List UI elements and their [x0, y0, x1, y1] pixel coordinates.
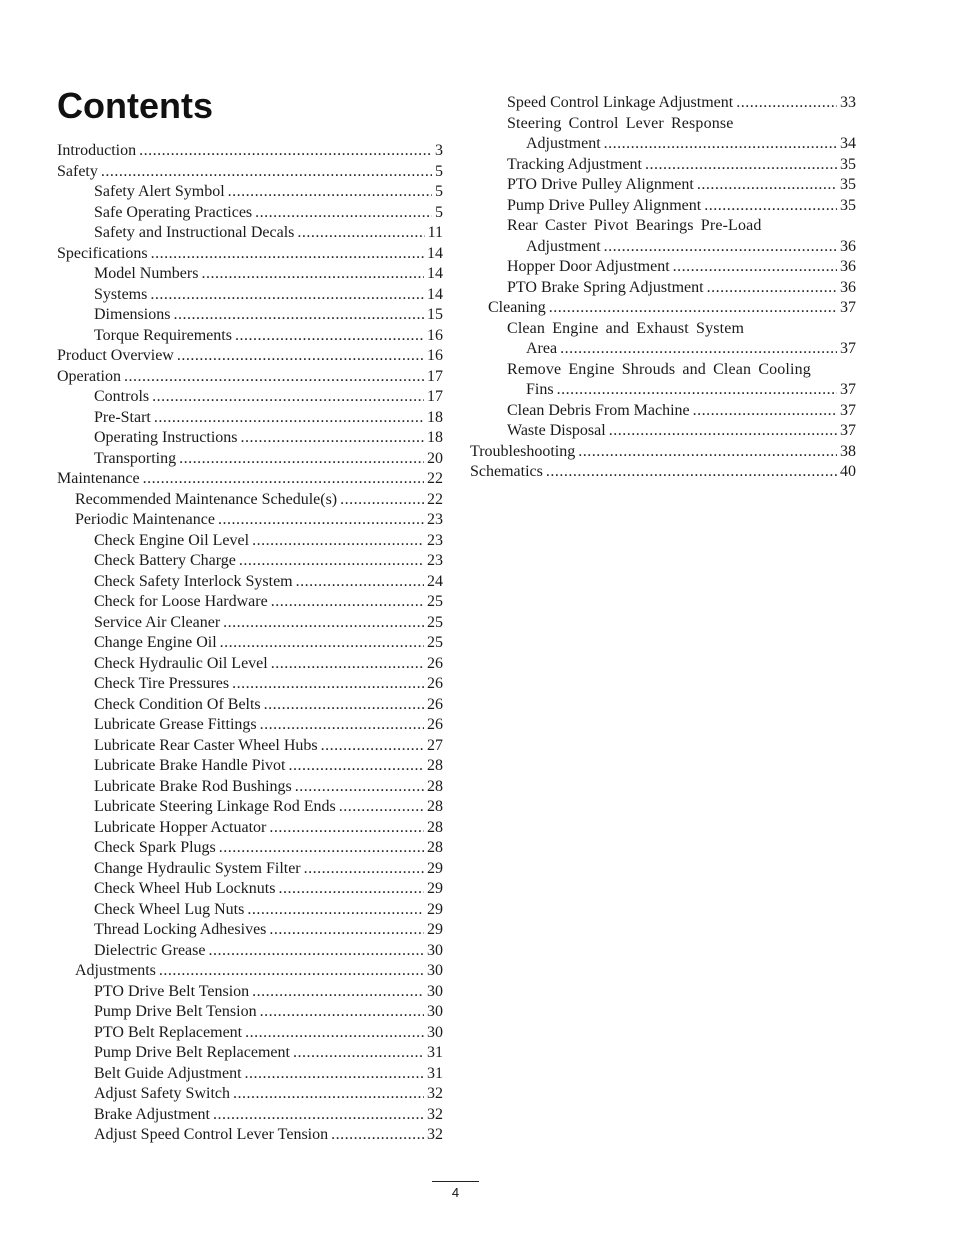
toc-entry[interactable] [57, 510, 443, 531]
toc-entry-page: 36 [840, 258, 856, 275]
toc-entry-page: 34 [840, 135, 856, 152]
toc-entry[interactable] [470, 237, 856, 258]
toc-entry[interactable] [57, 777, 443, 798]
dot-leader [296, 572, 424, 593]
toc-entry-page: 23 [427, 531, 443, 549]
toc-entry-label: Pump Drive Belt Tension [94, 1003, 257, 1020]
dot-leader [560, 339, 837, 360]
toc-entry[interactable] [470, 278, 856, 299]
toc-entry-page: 5 [435, 162, 443, 180]
dot-leader [295, 777, 424, 798]
toc-entry-page: 30 [427, 982, 443, 1000]
toc-entry-page: 30 [427, 941, 443, 959]
dot-leader [232, 674, 424, 695]
toc-entry[interactable] [57, 285, 443, 306]
toc-entry[interactable] [470, 380, 856, 401]
dot-leader [578, 442, 837, 463]
dot-leader [252, 531, 424, 552]
toc-entry-label: Torque Requirements [94, 326, 232, 344]
toc-entry-page: 30 [427, 962, 443, 979]
toc-entry-label: Safety [57, 162, 98, 180]
toc-entry-label: Systems [94, 285, 148, 303]
dot-leader [177, 346, 424, 367]
toc-entry-label: PTO Belt Replacement [94, 1023, 243, 1041]
toc-entry[interactable] [57, 551, 443, 572]
toc-entry-label: Clean Engine and Exhaust System [507, 319, 745, 337]
toc-entry[interactable] [57, 244, 443, 265]
toc-entry[interactable] [57, 141, 443, 162]
toc-entry-page: 22 [427, 490, 443, 508]
toc-entry[interactable] [470, 442, 856, 463]
toc-entry[interactable] [57, 469, 443, 490]
dot-leader [260, 715, 424, 736]
toc-entry-page: 25 [427, 634, 443, 651]
toc-entry-label: Check Hydraulic Oil Level [94, 654, 268, 672]
toc-entry-label: Lubricate Steering Linkage Rod Ends [94, 798, 336, 815]
toc-entry[interactable] [470, 257, 856, 278]
toc-entry[interactable] [57, 961, 443, 982]
dot-leader [179, 449, 424, 470]
toc-entry[interactable] [470, 155, 856, 176]
toc-entry-label: Check Engine Oil Level [94, 531, 250, 549]
dot-leader [150, 285, 424, 306]
toc-entry-page: 29 [427, 921, 443, 938]
toc-entry-label: Check Wheel Hub Locknuts [94, 880, 276, 897]
toc-entry-label: Brake Adjustment [94, 1105, 210, 1123]
toc-entry-label: Specifications [57, 244, 148, 262]
toc-entry-page: 37 [840, 381, 856, 398]
toc-entry-label: Check Condition Of Belts [94, 695, 261, 713]
toc-entry-label: Pre-Start [94, 408, 151, 426]
toc-entry-page: 18 [427, 408, 443, 426]
toc-entry-page: 29 [427, 859, 443, 877]
toc-entry-page: 16 [427, 326, 443, 344]
dot-leader [151, 244, 424, 265]
toc-entry[interactable] [57, 859, 443, 880]
toc-entry[interactable] [57, 326, 443, 347]
toc-entry-label: Speed Control Linkage Adjustment [507, 94, 734, 111]
toc-entry-page: 32 [427, 1126, 443, 1143]
toc-right-column [470, 93, 856, 483]
toc-entry-label: Safety Alert Symbol [94, 183, 225, 200]
toc-entry-label: Area [526, 340, 558, 357]
toc-entry[interactable] [57, 223, 443, 244]
dot-leader [154, 408, 424, 429]
toc-entry[interactable] [470, 93, 856, 114]
dot-leader [208, 941, 424, 962]
toc-entry-label: Service Air Cleaner [94, 613, 221, 631]
toc-entry[interactable] [57, 1043, 443, 1064]
dot-leader [736, 93, 837, 114]
toc-entry-page: 23 [427, 552, 443, 569]
dot-leader [269, 818, 424, 839]
dot-leader [213, 1105, 424, 1126]
dot-leader [159, 961, 424, 982]
dot-leader [223, 613, 424, 634]
toc-entry[interactable] [470, 216, 856, 237]
toc-entry-label: Belt Guide Adjustment [94, 1064, 242, 1082]
toc-entry[interactable] [57, 797, 443, 818]
toc-entry-label: Check Spark Plugs [94, 839, 216, 856]
toc-entry[interactable] [470, 462, 856, 483]
toc-entry-page: 26 [427, 654, 443, 672]
toc-entry-label: Change Engine Oil [94, 634, 217, 651]
dot-leader [609, 421, 837, 442]
toc-entry-page: 17 [427, 388, 443, 405]
toc-entry-label: Schematics [470, 463, 543, 480]
dot-leader [673, 257, 837, 278]
toc-entry-label: Change Hydraulic System Filter [94, 859, 301, 877]
toc-entry-page: 3 [435, 142, 443, 159]
toc-entry[interactable] [470, 339, 856, 360]
toc-entry-page: 5 [435, 183, 443, 200]
toc-entry[interactable] [57, 900, 443, 921]
toc-entry-page: 26 [427, 695, 443, 713]
toc-entry-label: Adjustment [526, 237, 601, 255]
toc-entry-label: Adjustments [75, 962, 156, 979]
toc-entry-label: Introduction [57, 142, 137, 159]
toc-entry[interactable] [470, 114, 856, 135]
toc-entry[interactable] [57, 531, 443, 552]
toc-entry-label: Safety and Instructional Decals [94, 224, 295, 241]
toc-entry-label: Dimensions [94, 306, 171, 323]
dot-leader [269, 920, 424, 941]
dot-leader [245, 1023, 424, 1044]
toc-entry-label: Pump Drive Belt Replacement [94, 1044, 290, 1061]
dot-leader [255, 203, 432, 224]
dot-leader [218, 510, 424, 531]
toc-entry-page: 5 [435, 203, 443, 221]
dot-leader [557, 380, 837, 401]
toc-entry-label: Lubricate Brake Rod Bushings [94, 777, 292, 795]
toc-entry-page: 18 [427, 429, 443, 446]
toc-entry-label: Check Safety Interlock System [94, 572, 293, 590]
toc-entry-label: Lubricate Grease Fittings [94, 716, 257, 733]
dot-leader [124, 367, 424, 388]
toc-entry-page: 36 [840, 237, 856, 255]
toc-entry-page: 14 [427, 244, 443, 262]
toc-entry-label: Adjust Speed Control Lever Tension [94, 1126, 329, 1143]
toc-entry[interactable] [57, 1084, 443, 1105]
toc-entry[interactable] [57, 941, 443, 962]
toc-entry-label: PTO Drive Belt Tension [94, 982, 250, 1000]
toc-entry-page: 37 [840, 401, 856, 419]
dot-leader [707, 278, 837, 299]
toc-entry[interactable] [57, 818, 443, 839]
toc-entry[interactable] [57, 182, 443, 203]
dot-leader [271, 592, 424, 613]
toc-entry-label: Cleaning [488, 299, 546, 316]
dot-leader [152, 387, 424, 408]
toc-entry[interactable] [57, 1064, 443, 1085]
dot-leader [289, 756, 425, 777]
toc-entry[interactable] [470, 401, 856, 422]
toc-entry-page: 20 [427, 449, 443, 467]
dot-leader [331, 1125, 424, 1146]
dot-leader [645, 155, 837, 176]
toc-entry-page: 22 [427, 470, 443, 487]
dot-leader [252, 982, 424, 1003]
toc-entry-label: Lubricate Hopper Actuator [94, 818, 267, 836]
toc-entry-label: Recommended Maintenance Schedule(s) [75, 490, 338, 508]
dot-leader [228, 182, 432, 203]
dot-leader [297, 223, 424, 244]
toc-entry-page: 35 [840, 155, 856, 173]
toc-entry-page: 28 [427, 757, 443, 774]
toc-entry[interactable] [470, 319, 856, 340]
toc-entry[interactable] [57, 633, 443, 654]
toc-entry[interactable] [57, 305, 443, 326]
toc-entry[interactable] [57, 613, 443, 634]
toc-entry-page: 32 [427, 1105, 443, 1123]
toc-entry[interactable] [470, 175, 856, 196]
toc-entry-page: 35 [840, 196, 856, 214]
dot-leader [604, 134, 837, 155]
toc-left-column [57, 141, 443, 1146]
toc-entry-page: 38 [840, 442, 856, 460]
dot-leader [241, 428, 424, 449]
toc-entry-page: 35 [840, 176, 856, 193]
toc-entry-page: 40 [840, 463, 856, 480]
toc-entry-label: Safe Operating Practices [94, 203, 253, 221]
toc-entry[interactable] [57, 920, 443, 941]
toc-entry-page: 16 [427, 347, 443, 364]
toc-entry-label: Hopper Door Adjustment [507, 258, 670, 275]
dot-leader [278, 879, 424, 900]
dot-leader [271, 654, 424, 675]
toc-entry[interactable] [57, 1105, 443, 1126]
toc-entry[interactable] [57, 264, 443, 285]
toc-entry-label: Lubricate Brake Handle Pivot [94, 757, 286, 774]
toc-entry[interactable] [57, 654, 443, 675]
toc-entry-label: Pump Drive Pulley Alignment [507, 196, 702, 214]
toc-entry[interactable] [57, 715, 443, 736]
toc-entry-label: Lubricate Rear Caster Wheel Hubs [94, 736, 318, 754]
toc-entry-page: 36 [840, 278, 856, 296]
toc-entry-page: 28 [427, 818, 443, 836]
toc-entry[interactable] [470, 298, 856, 319]
toc-entry-page: 29 [427, 900, 443, 918]
toc-entry-page: 15 [427, 306, 443, 323]
toc-entry-page: 31 [427, 1064, 443, 1082]
toc-entry-page: 26 [427, 716, 443, 733]
toc-entry-page: 31 [427, 1044, 443, 1061]
dot-leader [340, 490, 424, 511]
toc-entry-page: 37 [840, 422, 856, 439]
toc-entry-label: Steering Control Lever Response [507, 114, 734, 132]
toc-entry-page: 29 [427, 880, 443, 897]
toc-entry-page: 27 [427, 736, 443, 754]
toc-entry-label: PTO Brake Spring Adjustment [507, 278, 704, 296]
page-number: 4 [451, 1185, 460, 1200]
toc-entry-page: 25 [427, 613, 443, 631]
toc-entry-page: 33 [840, 94, 856, 111]
page-title: Contents [57, 85, 213, 126]
toc-entry-label: Rear Caster Pivot Bearings Pre-Load [507, 217, 762, 234]
toc-entry-label: Tracking Adjustment [507, 155, 642, 173]
toc-entry-label: Model Numbers [94, 265, 199, 282]
toc-entry-label: Operating Instructions [94, 429, 238, 446]
toc-entry-label: Operation [57, 367, 121, 385]
toc-entry[interactable] [470, 421, 856, 442]
toc-entry[interactable] [57, 346, 443, 367]
toc-entry-page: 23 [427, 511, 443, 528]
toc-entry-label: Adjustment [526, 135, 601, 152]
toc-entry[interactable] [57, 203, 443, 224]
dot-leader [139, 141, 432, 162]
dot-leader [245, 1064, 424, 1085]
toc-entry-page: 32 [427, 1085, 443, 1102]
toc-entry-label: Controls [94, 388, 150, 405]
toc-entry-page: 28 [427, 798, 443, 815]
dot-leader [233, 1084, 424, 1105]
toc-entry-label: Dielectric Grease [94, 941, 206, 959]
dot-leader [143, 469, 424, 490]
toc-entry[interactable] [57, 1023, 443, 1044]
toc-entry[interactable] [57, 674, 443, 695]
toc-entry-label: PTO Drive Pulley Alignment [507, 176, 694, 193]
toc-entry-label: Check Wheel Lug Nuts [94, 900, 245, 918]
dot-leader [549, 298, 837, 319]
dot-leader [239, 551, 424, 572]
toc-entry[interactable] [57, 408, 443, 429]
dot-leader [321, 736, 424, 757]
dot-leader [235, 326, 424, 347]
toc-entry[interactable] [57, 428, 443, 449]
toc-entry-label: Clean Debris From Machine [507, 401, 690, 419]
dot-leader [219, 838, 424, 859]
dot-leader [697, 175, 837, 196]
dot-leader [604, 237, 837, 258]
dot-leader [546, 462, 837, 483]
toc-entry-label: Remove Engine Shrouds and Clean Cooling [507, 360, 811, 378]
dot-leader [260, 1002, 424, 1023]
toc-entry-page: 17 [427, 367, 443, 385]
toc-entry-page: 14 [427, 265, 443, 282]
footer-rule [432, 1181, 479, 1182]
toc-entry-label: Transporting [94, 449, 177, 467]
toc-entry-page: 37 [840, 299, 856, 316]
toc-entry-page: 28 [427, 839, 443, 856]
toc-entry-label: Product Overview [57, 347, 174, 364]
toc-entry[interactable] [57, 879, 443, 900]
dot-leader [304, 859, 424, 880]
toc-entry-page: 26 [427, 675, 443, 692]
toc-entry-label: Troubleshooting [470, 442, 576, 460]
dot-leader [264, 695, 424, 716]
toc-entry-page: 11 [427, 224, 443, 241]
toc-entry[interactable] [57, 982, 443, 1003]
toc-entry-label: Adjust Safety Switch [94, 1085, 230, 1102]
toc-entry-page: 37 [840, 340, 856, 357]
toc-entry[interactable] [57, 1002, 443, 1023]
toc-entry-page: 24 [427, 572, 443, 590]
toc-entry[interactable] [470, 134, 856, 155]
toc-entry-label: Check Battery Charge [94, 552, 236, 569]
toc-entry[interactable] [57, 592, 443, 613]
toc-entry[interactable] [57, 387, 443, 408]
dot-leader [220, 633, 424, 654]
toc-entry[interactable] [57, 162, 443, 183]
toc-entry[interactable] [470, 360, 856, 381]
toc-entry[interactable] [57, 490, 443, 511]
toc-entry-page: 30 [427, 1023, 443, 1041]
toc-entry-page: 25 [427, 593, 443, 610]
toc-entry[interactable] [57, 695, 443, 716]
toc-entry-page: 14 [427, 285, 443, 303]
dot-leader [293, 1043, 424, 1064]
toc-entry[interactable] [57, 736, 443, 757]
toc-entry-label: Waste Disposal [507, 422, 606, 439]
toc-entry-page: 30 [427, 1003, 443, 1020]
toc-entry-label: Periodic Maintenance [75, 511, 215, 528]
dot-leader [704, 196, 837, 217]
toc-entry-page: 28 [427, 777, 443, 795]
toc-entry-label: Check for Loose Hardware [94, 593, 268, 610]
dot-leader [173, 305, 424, 326]
toc-entry[interactable] [57, 367, 443, 388]
dot-leader [693, 401, 837, 422]
toc-entry-label: Maintenance [57, 470, 140, 487]
toc-entry[interactable] [57, 449, 443, 470]
toc-entry[interactable] [470, 196, 856, 217]
toc-entry-label: Check Tire Pressures [94, 675, 230, 692]
dot-leader [339, 797, 424, 818]
toc-entry[interactable] [57, 838, 443, 859]
toc-entry[interactable] [57, 572, 443, 593]
dot-leader [101, 162, 432, 183]
toc-entry-label: Fins [526, 381, 554, 398]
dot-leader [247, 900, 424, 921]
toc-entry-label: Thread Locking Adhesives [94, 921, 267, 938]
toc-entry[interactable] [57, 756, 443, 777]
toc-entry[interactable] [57, 1125, 443, 1146]
dot-leader [201, 264, 424, 285]
